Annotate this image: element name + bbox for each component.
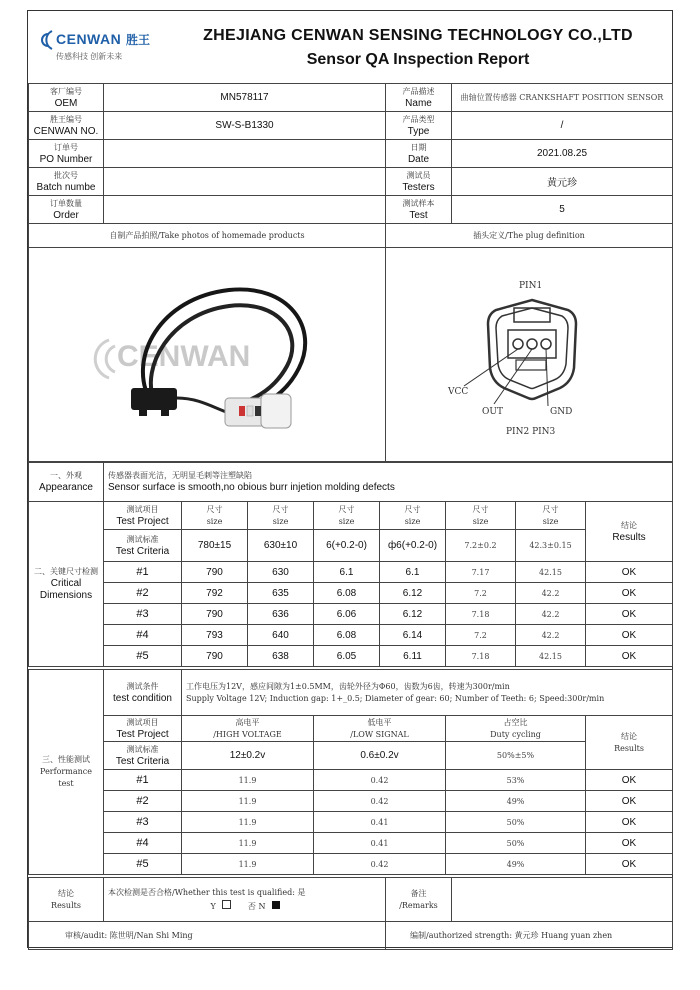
critical-criterion: ф6(+0.2-0): [380, 530, 446, 562]
critical-size-header: 尺寸 size: [182, 502, 248, 530]
yes-checkbox[interactable]: [222, 900, 231, 909]
critical-results-header: 结论 Results: [586, 502, 673, 562]
critical-criteria-row: [29, 530, 673, 562]
performance-results-header: 结论 Results: [586, 716, 673, 770]
info-value-left: [104, 168, 386, 196]
logo-slogan: 传感科技 创新未来: [56, 52, 123, 61]
info-row: [29, 112, 673, 140]
sample-id: #4: [104, 833, 182, 854]
pin1-label: PIN1: [519, 281, 543, 291]
plug-diagram: [386, 248, 673, 462]
inspection-report-sheet: [27, 10, 673, 948]
critical-test-criteria-label: 测试标准 Test Criteria: [104, 530, 182, 562]
out-label: OUT: [482, 407, 503, 417]
performance-criterion: 50%±5%: [446, 742, 586, 770]
measurement-value: 11.9: [182, 770, 314, 791]
table-row: [29, 562, 673, 583]
measurement-value: 793: [182, 625, 248, 646]
measurement-value: 635: [248, 583, 314, 604]
sample-id: #3: [104, 812, 182, 833]
result-value: OK: [586, 791, 673, 812]
gnd-label: GND: [550, 407, 573, 417]
sample-id: #1: [104, 770, 182, 791]
logo-wordmark: CENWAN: [56, 31, 122, 47]
table-row: [29, 770, 673, 791]
info-value-left: [104, 140, 386, 168]
measurement-value: 42.2: [516, 604, 586, 625]
measurement-value: 0.41: [314, 833, 446, 854]
measurement-value: 53%: [446, 770, 586, 791]
critical-dimensions-table: [28, 501, 673, 667]
critical-header-row: [29, 502, 673, 530]
test-condition-label: 测试条件 test condition: [104, 670, 182, 716]
measurement-value: 49%: [446, 854, 586, 875]
company-logo: [38, 27, 168, 67]
result-value: OK: [586, 770, 673, 791]
measurement-value: 42.2: [516, 625, 586, 646]
logo-chinese: 胜王: [126, 33, 151, 47]
info-label-left: 订单数量 Order: [29, 196, 104, 224]
table-row: [29, 791, 673, 812]
test-condition-text: 工作电压为12V，感应间隙为1±0.5MM，齿轮外径为Φ60，齿数为6齿，转速为300r/min Supply Voltage 12V; Induction gap: 1+_0.5; Diameter of gear: 60; Number of Teeth: 6; Speed:300r/min: [182, 670, 673, 716]
result-value: OK: [586, 854, 673, 875]
info-label-left: 批次号 Batch numbe: [29, 168, 104, 196]
remarks-label: 备注 /Remarks: [386, 878, 452, 922]
measurement-value: 790: [182, 646, 248, 667]
performance-criteria-row: [29, 742, 673, 770]
measurement-value: 6.1: [314, 562, 380, 583]
critical-criterion: 630±10: [248, 530, 314, 562]
critical-size-header: 尺寸 size: [314, 502, 380, 530]
result-value: OK: [586, 604, 673, 625]
no-checkbox[interactable]: [272, 901, 280, 909]
audit-signature: 审核/audit: 陈世明/Nan Shi Ming: [29, 922, 386, 950]
conclusion-section: [28, 877, 673, 950]
info-label-right: 产品类型 Type: [386, 112, 452, 140]
product-photo: [29, 248, 386, 463]
info-row: [29, 196, 673, 224]
measurement-value: 49%: [446, 791, 586, 812]
photo-section: [28, 223, 673, 463]
measurement-value: 790: [182, 604, 248, 625]
measurement-value: 7.2: [446, 583, 516, 604]
info-row: [29, 140, 673, 168]
measurement-value: 792: [182, 583, 248, 604]
measurement-value: 11.9: [182, 833, 314, 854]
report-title: Sensor QA Inspection Report: [306, 51, 530, 68]
measurement-value: 630: [248, 562, 314, 583]
measurement-value: 790: [182, 562, 248, 583]
measurement-value: 6.1: [380, 562, 446, 583]
table-row: [29, 583, 673, 604]
performance-column-header: 高电平 /HIGH VOLTAGE: [182, 716, 314, 742]
info-label-left: 订单号 PO Number: [29, 140, 104, 168]
conclusion-label: 结论 Results: [29, 878, 104, 922]
performance-column-header: 占空比 Duty cycling: [446, 716, 586, 742]
performance-test-criteria-label: 测试标准 Test Criteria: [104, 742, 182, 770]
measurement-value: 7.17: [446, 562, 516, 583]
measurement-value: 11.9: [182, 854, 314, 875]
company-name: ZHEJIANG CENWAN SENSING TECHNOLOGY CO.,LTD: [203, 27, 633, 44]
result-value: OK: [586, 833, 673, 854]
measurement-value: 6.08: [314, 583, 380, 604]
author-signature: 编制/authorized strength: 黄元珍 Huang yuan zhen: [386, 922, 673, 950]
measurement-value: 50%: [446, 812, 586, 833]
performance-criterion: 0.6±0.2v: [314, 742, 446, 770]
info-value-right: 5: [452, 196, 673, 224]
critical-section-label: 二、关键尺寸检测 Critical Dimensions: [29, 502, 104, 667]
performance-column-header: 低电平 /LOW SIGNAL: [314, 716, 446, 742]
performance-criterion: 12±0.2v: [182, 742, 314, 770]
appearance-section: [28, 461, 673, 502]
info-row: [29, 168, 673, 196]
info-value-left: SW-S-B1330: [104, 112, 386, 140]
photo-caption-left: 自制产品拍照/Take photos of homemade products: [29, 224, 386, 248]
info-value-right: 黄元珍: [452, 168, 673, 196]
measurement-value: 6.05: [314, 646, 380, 667]
info-value-right: /: [452, 112, 673, 140]
measurement-value: 42.15: [516, 646, 586, 667]
table-row: [29, 646, 673, 667]
info-value-right: 2021.08.25: [452, 140, 673, 168]
measurement-value: 11.9: [182, 791, 314, 812]
measurement-value: 6.12: [380, 604, 446, 625]
measurement-value: 6.14: [380, 625, 446, 646]
measurement-value: 42.15: [516, 562, 586, 583]
logo-signal-icon: [38, 29, 56, 51]
measurement-value: 0.41: [314, 812, 446, 833]
measurement-value: 636: [248, 604, 314, 625]
qualified-question: 本次检测是否合格/Whether this test is qualified: 是 Y 否 N: [104, 878, 386, 922]
info-value-left: MN578117: [104, 84, 386, 112]
critical-size-header: 尺寸 size: [446, 502, 516, 530]
measurement-value: 7.2: [446, 625, 516, 646]
info-value-left: [104, 196, 386, 224]
measurement-value: 0.42: [314, 854, 446, 875]
vcc-label: VCC: [448, 387, 469, 397]
measurement-value: 640: [248, 625, 314, 646]
info-label-right: 产品描述 Name: [386, 84, 452, 112]
performance-table: [28, 669, 673, 875]
info-label-right: 测试样本 Test: [386, 196, 452, 224]
sample-id: #2: [104, 583, 182, 604]
sample-id: #3: [104, 604, 182, 625]
table-row: [29, 812, 673, 833]
result-value: OK: [586, 812, 673, 833]
critical-test-project-label: 测试项目 Test Project: [104, 502, 182, 530]
result-value: OK: [586, 562, 673, 583]
critical-criterion: 42.3±0.15: [516, 530, 586, 562]
plug-definition: [386, 248, 673, 463]
critical-criterion: 780±15: [182, 530, 248, 562]
result-value: OK: [586, 583, 673, 604]
critical-size-header: 尺寸 size: [516, 502, 586, 530]
performance-section-label: 三、性能测试 Performance test: [29, 670, 104, 875]
critical-size-header: 尺寸 size: [248, 502, 314, 530]
table-row: [29, 604, 673, 625]
info-row: [29, 84, 673, 112]
sample-id: #4: [104, 625, 182, 646]
performance-test-project-label: 测试项目 Test Project: [104, 716, 182, 742]
info-value-right: 曲轴位置传感器 CRANKSHAFT POSITION SENSOR: [452, 84, 673, 112]
info-label-left: 客厂编号 OEM: [29, 84, 104, 112]
no-label: 否 N: [247, 901, 266, 911]
measurement-value: 638: [248, 646, 314, 667]
critical-size-header: 尺寸 size: [380, 502, 446, 530]
yes-label: Y: [210, 901, 216, 911]
pin2-pin3-label: PIN2 PIN3: [506, 427, 556, 437]
measurement-value: 42.2: [516, 583, 586, 604]
table-row: [29, 854, 673, 875]
performance-condition-row: [29, 670, 673, 716]
sensor-photo-image: [29, 248, 386, 462]
critical-criterion: 7.2±0.2: [446, 530, 516, 562]
table-row: [29, 833, 673, 854]
result-value: OK: [586, 646, 673, 667]
critical-criterion: 6(+0.2-0): [314, 530, 380, 562]
sample-id: #2: [104, 791, 182, 812]
measurement-value: 6.12: [380, 583, 446, 604]
measurement-value: 50%: [446, 833, 586, 854]
appearance-text: 传感器表面光洁，无明显毛刺等注塑缺陷 Sensor surface is smooth,no obious burr injetion molding defects: [104, 462, 673, 502]
measurement-value: 6.11: [380, 646, 446, 667]
measurement-value: 0.42: [314, 791, 446, 812]
appearance-label: 一、外观 Appearance: [29, 462, 104, 502]
measurement-value: 7.18: [446, 604, 516, 625]
measurement-value: 7.18: [446, 646, 516, 667]
sample-id: #5: [104, 646, 182, 667]
info-label-left: 胜王编号 CENWAN NO.: [29, 112, 104, 140]
performance-header-row: [29, 716, 673, 742]
measurement-value: 6.08: [314, 625, 380, 646]
photo-watermark: CENWAN: [117, 340, 251, 373]
measurement-value: 6.06: [314, 604, 380, 625]
sample-id: #1: [104, 562, 182, 583]
measurement-value: 11.9: [182, 812, 314, 833]
info-label-right: 测试员 Testers: [386, 168, 452, 196]
result-value: OK: [586, 625, 673, 646]
info-table: [28, 83, 673, 224]
remarks-value: [452, 878, 673, 922]
photo-caption-right: 插头定义/The plug definition: [386, 224, 673, 248]
measurement-value: 0.42: [314, 770, 446, 791]
table-row: [29, 625, 673, 646]
info-label-right: 日期 Date: [386, 140, 452, 168]
report-header: [28, 11, 671, 84]
sample-id: #5: [104, 854, 182, 875]
